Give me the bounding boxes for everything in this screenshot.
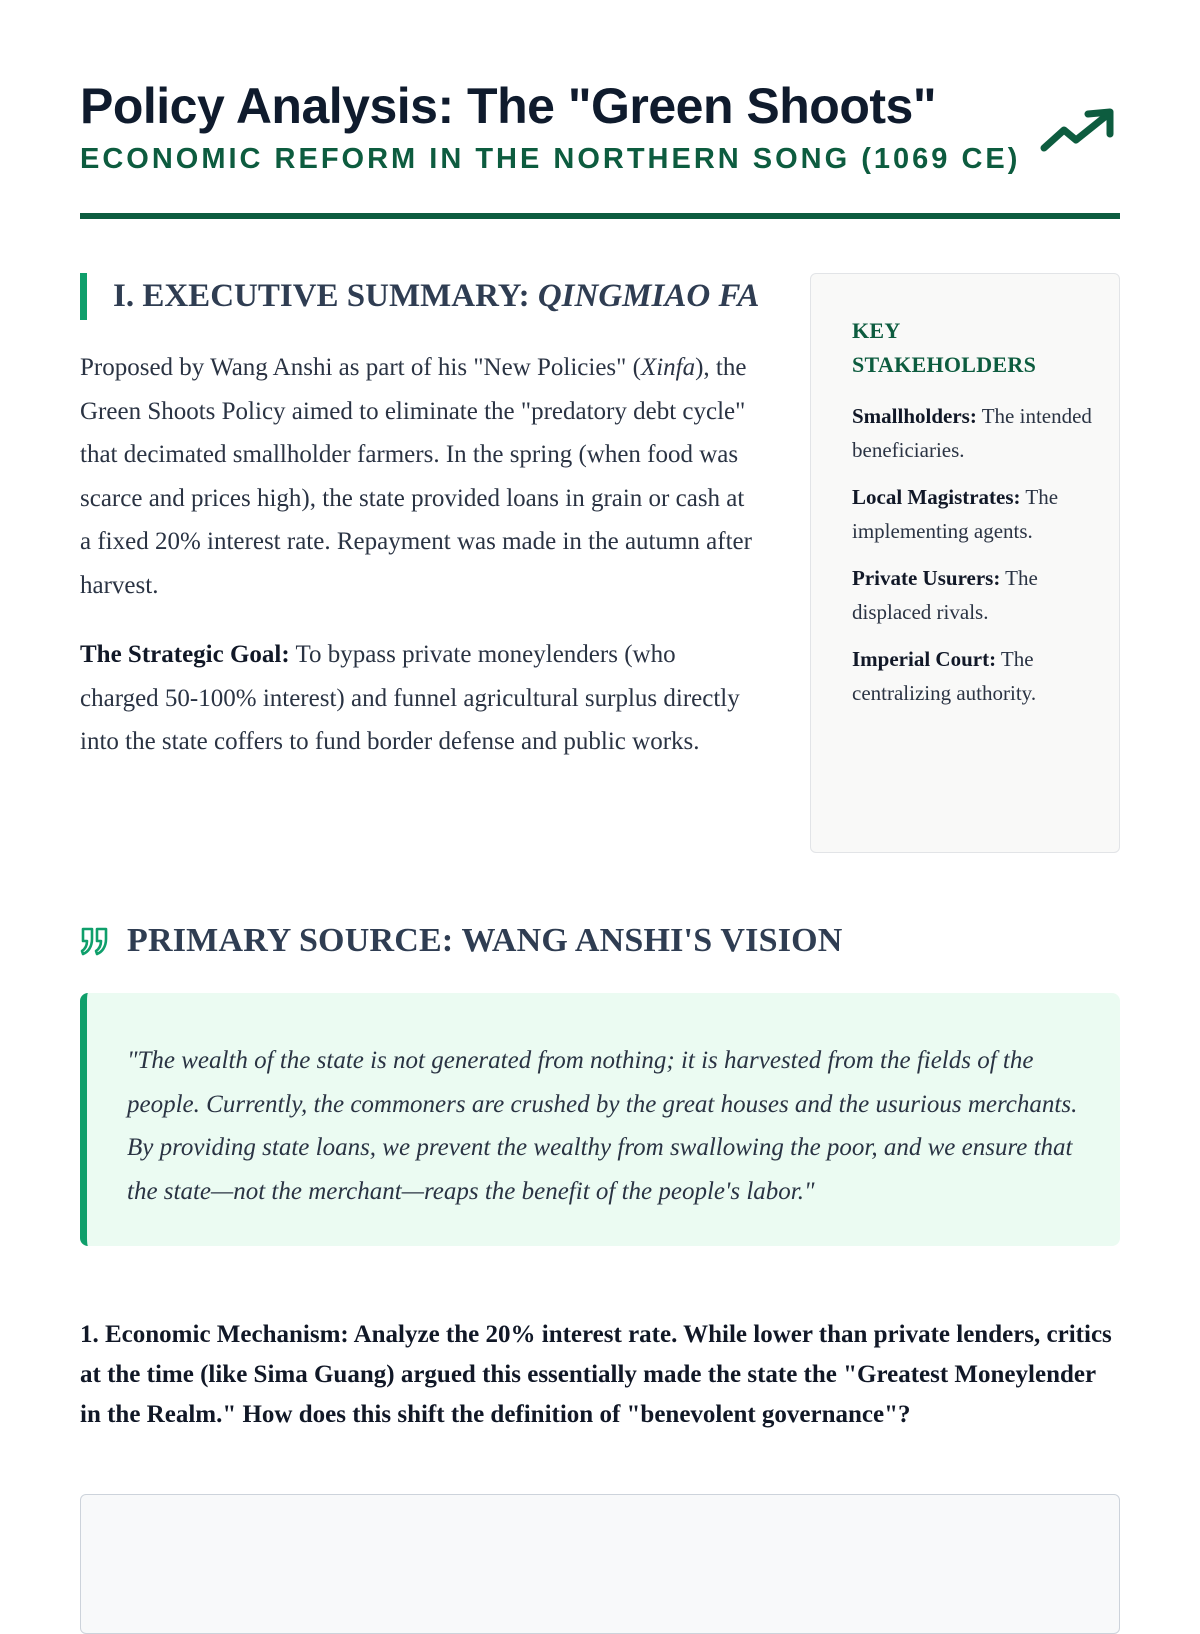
stakeholders-title: KEY STAKEHOLDERS: [852, 318, 1037, 377]
summary-heading-prefix: I. EXECUTIVE SUMMARY:: [113, 278, 538, 314]
stakeholder-name: Local Magistrates:: [852, 485, 1021, 509]
stakeholders-list: [852, 400, 1099, 710]
strategic-goal-paragraph: [80, 633, 760, 764]
primary-source-quote: [80, 993, 1120, 1246]
stakeholder-desc: The implementing agents.: [852, 485, 1059, 543]
header-divider: [80, 213, 1120, 219]
quote-text: "The wealth of the state is not generated from nothing; it is harvested from the fields of the people. Currently, the commoners are crushed by the great houses and the usurious merchants. By providing state loans, we prevent the wealthy from swallowing the poor, and we ensure that the state—not the merchant—reaps the benefit of the people's labor.": [127, 1047, 1078, 1205]
page-subtitle: ECONOMIC REFORM IN THE NORTHERN SONG (1069 CE): [80, 142, 1021, 175]
stakeholder-name: Smallholders:: [852, 404, 977, 428]
list-item: [852, 562, 1099, 629]
para1-part-a: Proposed by Wang Anshi as part of his "New Policies" (: [80, 354, 641, 381]
page-title: Policy Analysis: The "Green Shoots": [80, 78, 937, 134]
answer-field[interactable]: [80, 1494, 1120, 1634]
stakeholders-panel: [810, 273, 1120, 853]
summary-heading: [80, 273, 760, 320]
executive-summary: [80, 273, 760, 764]
summary-heading-term: QINGMIAO FA: [537, 278, 760, 314]
primary-source-heading: [80, 922, 1120, 960]
stakeholder-desc: The intended beneficiaries.: [852, 404, 1092, 462]
strategic-goal-text: To bypass private moneylenders (who charged 50-100% interest) and funnel agricultural surplus directly into the state coffers to fund border defense and public works.: [80, 641, 740, 755]
trending-up-icon: [1040, 108, 1116, 156]
quote-icon: [80, 926, 110, 956]
para1-part-b: ), the Green Shoots Policy aimed to eliminate the "predatory debt cycle" that decimated smallholder farmers. In the spring (when food was scarce and prices high), the state provided loans in grain or cash at a fixed 20% interest rate. Repayment was made in the autumn after harvest.: [80, 354, 752, 599]
primary-source-title: PRIMARY SOURCE: WANG ANSHI'S VISION: [127, 922, 843, 959]
list-item: [852, 400, 1099, 467]
strategic-goal-label: The Strategic Goal:: [80, 641, 290, 668]
stakeholder-name: Private Usurers:: [852, 566, 1001, 590]
stakeholder-desc: The centralizing authority.: [852, 647, 1037, 705]
summary-paragraph: [80, 346, 760, 607]
xinfa-term: Xinfa: [640, 354, 696, 381]
stakeholder-name: Imperial Court:: [852, 647, 997, 671]
page-header: [80, 78, 1120, 176]
list-item: [852, 643, 1099, 710]
list-item: [852, 481, 1099, 548]
question-1: 1. Economic Mechanism: Analyze the 20% interest rate. While lower than private lenders, critics at the time (like Sima Guang) argued this essentially made the state the "Greatest Moneylender in the Realm." How does this shift the definition of "benevolent governance"?: [80, 1321, 1112, 1428]
stakeholder-desc: The displaced rivals.: [852, 566, 1038, 624]
